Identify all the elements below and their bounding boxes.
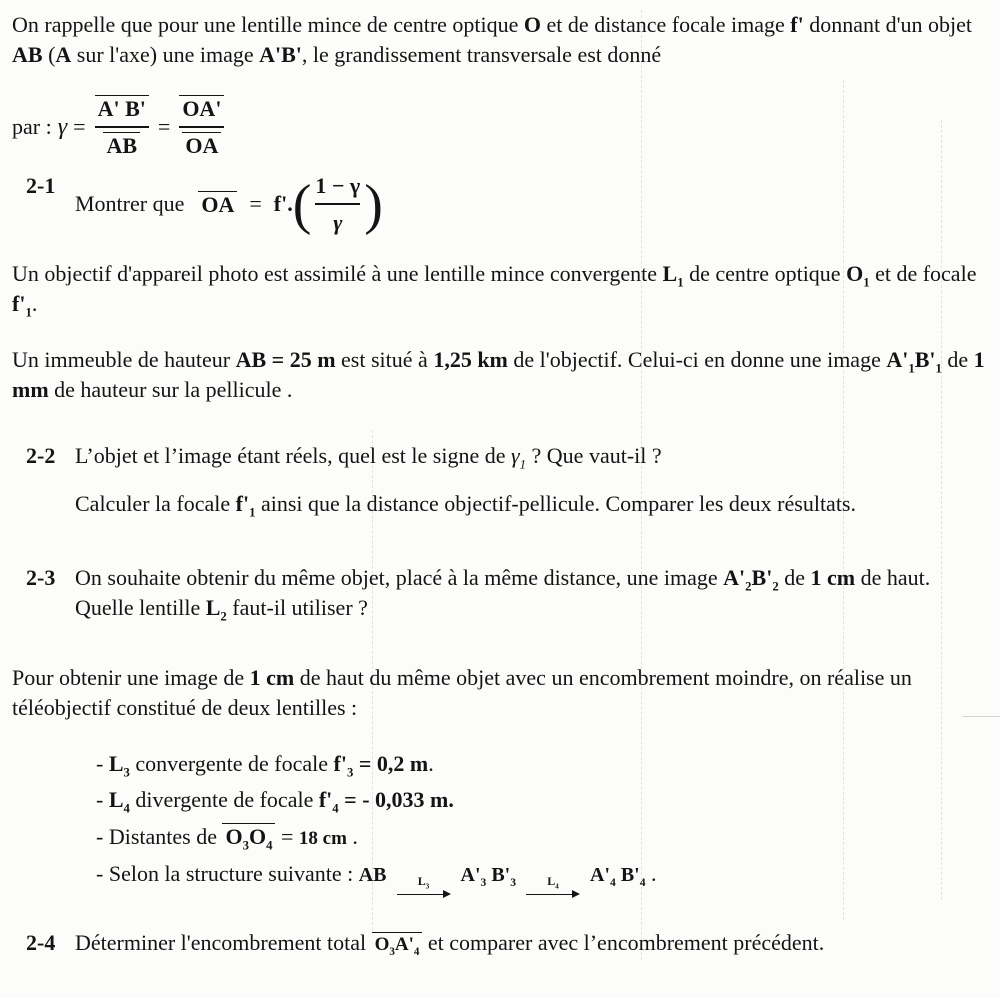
telephoto-paragraph <box>12 663 994 723</box>
value-f4: = - 0,033 m. <box>338 787 454 813</box>
text-run: . <box>31 291 38 317</box>
text-run: de haut. Quelle lentille <box>75 564 931 620</box>
question-2-4 <box>12 928 994 958</box>
text-run: B' <box>751 564 773 590</box>
text-run: A' <box>460 864 481 887</box>
overline-ApBp: A' B' <box>95 95 149 122</box>
text-run: - <box>96 787 109 813</box>
text-run: convergente de focale <box>129 750 334 776</box>
fraction-numerator <box>179 94 224 124</box>
text-run: . <box>346 824 358 850</box>
fraction-numerator <box>95 94 149 124</box>
text-run: faut-il utiliser ? <box>226 594 368 620</box>
overline-OA: OA <box>182 132 221 159</box>
overline-O3A4p <box>372 932 423 959</box>
question-number: 2-1 <box>26 172 56 198</box>
symbol-L2 <box>205 594 227 624</box>
fraction-1-minus-gamma-over-gamma <box>315 171 360 238</box>
text-run: est situé à <box>335 347 434 373</box>
gamma-1-symbol <box>510 443 527 472</box>
symbol-O1 <box>846 261 870 290</box>
list-item-L4 <box>96 785 994 815</box>
fraction-bar <box>315 203 360 205</box>
value-18cm: 18 cm <box>298 828 347 850</box>
symbol-A2pB2p <box>723 564 779 594</box>
text-run: Selon la structure suivante : <box>108 861 359 887</box>
subscript: 4 <box>123 801 130 816</box>
text-run: O <box>225 824 243 850</box>
subscript: 4 <box>266 838 273 853</box>
subscript: 3 <box>123 764 130 779</box>
arrow-label-L3 <box>417 874 430 891</box>
subscript: 1 <box>519 457 527 472</box>
text-run: image <box>827 347 887 373</box>
text-run: On rappelle que pour une lentille mince de centre optique <box>12 12 524 37</box>
text-run: A' <box>886 347 909 373</box>
fraction-distances <box>179 94 224 161</box>
list-item-L3 <box>96 749 994 779</box>
equals-sign: = <box>73 114 86 140</box>
text-run: ? Que vaut-il ? <box>526 443 662 469</box>
value-1mm: 1 mm <box>12 347 985 403</box>
symbol-L4 <box>108 787 130 816</box>
subscript: 2 <box>772 579 779 594</box>
fraction-bar <box>95 126 149 128</box>
question-number: 2-2 <box>26 443 56 469</box>
overline-OA: OA <box>198 191 237 218</box>
text-run: et comparer avec l’encombrement précédent. <box>422 930 825 956</box>
text-run: Un objectif d'appareil photo est assimilé à une lentille mince convergente <box>12 261 663 287</box>
text-run: de l'objectif. Celui-ci en donne une <box>507 347 828 373</box>
fraction-denominator <box>182 131 221 161</box>
text-run: Montrer que <box>75 191 185 217</box>
symbol-f-prime-dot: f'. <box>273 191 293 217</box>
lens-specs-list <box>96 749 994 899</box>
fraction-denominator <box>103 131 140 161</box>
text-run: L’objet et l’image étant réels, quel est le signe de <box>75 443 511 469</box>
value-f3: = 0,2 m <box>353 750 429 776</box>
question-2-2-line-2 <box>75 489 992 519</box>
text-run: - <box>96 861 109 887</box>
scan-artifact <box>843 80 844 920</box>
fraction-image-object <box>95 94 149 161</box>
fraction-denominator: γ <box>333 209 343 235</box>
text-run: L <box>417 874 426 889</box>
list-item-distance <box>96 822 994 852</box>
text-run: de hauteur sur la pellicule . <box>48 377 293 403</box>
text-run: O <box>846 261 864 287</box>
equals-sign: = <box>249 191 262 217</box>
overline-AB: AB <box>103 132 140 159</box>
arrow-shaft <box>397 889 451 898</box>
subscript: 2 <box>220 609 227 624</box>
scan-artifact <box>372 430 373 930</box>
symbol-A1pB1p <box>886 347 942 376</box>
text-run: = <box>275 824 299 850</box>
text-run: f' <box>235 490 250 516</box>
subscript: 3 <box>389 946 395 959</box>
text-run: L <box>205 594 221 620</box>
text-run: . <box>645 861 657 887</box>
symbol-f4-prime <box>318 787 339 816</box>
text-run: L <box>662 261 678 287</box>
symbol-A4pB4p <box>590 864 646 890</box>
question-body <box>75 171 994 238</box>
question-number: 2-3 <box>26 564 56 590</box>
subscript: 1 <box>249 505 256 520</box>
text-run: f' <box>333 750 347 776</box>
value-1-25km: 1,25 km <box>433 347 508 373</box>
arrow-L3-icon <box>397 875 451 898</box>
text-run: ( <box>42 41 56 67</box>
question-body <box>75 928 994 958</box>
symbol-L3 <box>108 750 130 779</box>
subscript: 2 <box>745 579 752 594</box>
text-run: et de distance focale image <box>541 12 791 37</box>
subscript: 1 <box>863 275 870 290</box>
text-run: γ <box>510 443 520 469</box>
scan-artifact <box>941 120 942 900</box>
text-run: divergente de focale <box>129 787 319 813</box>
question-number: 2-4 <box>26 930 56 956</box>
building-paragraph <box>12 345 994 405</box>
subscript: 4 <box>413 946 420 959</box>
question-body <box>75 441 994 519</box>
subscript: 1 <box>677 275 684 290</box>
symbol-ApBp: A'B' <box>259 41 302 67</box>
text-run: de <box>941 347 974 373</box>
text-run: Pour obtenir une image de <box>12 664 250 690</box>
subscript: 3 <box>346 764 354 779</box>
text-run: L <box>547 874 556 889</box>
value-1cm: 1 cm <box>810 564 856 590</box>
equals-sign: = <box>157 114 171 140</box>
text-run: A' <box>394 934 414 956</box>
symbol-f3-prime <box>333 750 354 779</box>
symbol-A3pB3p <box>460 864 517 890</box>
subscript: 3 <box>242 838 249 853</box>
text-run: O <box>374 934 390 956</box>
objective-paragraph <box>12 259 994 319</box>
scan-artifact <box>641 10 642 960</box>
list-item-structure <box>96 859 994 898</box>
text-run: Déterminer l'encombrement total <box>75 930 372 956</box>
text-run: par : <box>12 114 52 140</box>
text-run: L <box>108 750 124 776</box>
subscript: 3 <box>425 882 430 891</box>
left-paren: ( <box>292 173 312 236</box>
text-run: donnant d'un objet <box>803 12 973 37</box>
question-2-2 <box>12 441 994 519</box>
right-paren: ) <box>364 173 383 236</box>
symbol-f1-prime <box>12 291 32 320</box>
text-run: - <box>96 750 109 776</box>
symbol-A: A <box>55 41 72 67</box>
text-run: sur l'axe) une image <box>71 41 260 67</box>
symbol-f-prime: f' <box>790 12 804 37</box>
scan-artifact <box>962 716 1000 717</box>
text-run: ainsi que la distance objectif-pellicule. Comparer les deux résultats. <box>255 490 856 516</box>
overline-O3O4 <box>222 823 275 853</box>
question-2-2-line-1 <box>75 441 992 471</box>
text-run: f' <box>318 787 333 813</box>
arrow-L4-icon <box>526 875 580 898</box>
subscript: 4 <box>639 876 646 890</box>
text-run: B' <box>615 864 640 887</box>
question-2-1 <box>12 171 994 238</box>
text-run: A' <box>723 564 746 590</box>
text-run: et de focale <box>869 261 977 287</box>
text-run: de <box>778 564 811 590</box>
magnification-formula <box>12 94 994 161</box>
overline-OAp: OA' <box>179 95 224 122</box>
text-run: Calculer la focale <box>75 490 236 516</box>
subscript: 1 <box>935 361 942 376</box>
symbol-AB: AB <box>358 864 387 887</box>
symbol-f1-prime <box>235 490 256 520</box>
text-run: On souhaite obtenir du même objet, placé à la même distance, une image <box>75 564 724 590</box>
text-run: . <box>428 750 434 776</box>
text-run: B' <box>914 347 936 373</box>
value-1cm: 1 cm <box>249 664 295 690</box>
fraction-bar <box>179 126 224 128</box>
arrow-shaft <box>526 889 580 898</box>
subscript: 1 <box>908 361 915 376</box>
text-run: Un immeuble de hauteur <box>12 347 236 373</box>
subscript: 4 <box>332 801 339 816</box>
text-run: f' <box>12 291 26 317</box>
text-run: L <box>108 787 124 813</box>
text-run: , le grandissement transversale est donné <box>301 41 662 67</box>
fraction-numerator: 1 − γ <box>315 172 361 198</box>
gamma-symbol: γ <box>57 113 68 140</box>
text-run: Distantes de <box>108 824 223 850</box>
question-body <box>75 563 994 623</box>
subscript: 4 <box>555 882 559 891</box>
subscript: 1 <box>25 305 32 320</box>
text-run: B' <box>486 864 511 887</box>
intro-paragraph <box>12 10 994 70</box>
arrow-label-L4 <box>547 874 559 891</box>
symbol-O: O <box>523 12 542 37</box>
symbol-AB: AB <box>12 41 43 67</box>
subscript: 3 <box>510 876 517 890</box>
text-run: de haut du même objet avec un encombrement moindre, on réalise un téléobjectif constitué de deux lentilles : <box>12 664 912 720</box>
symbol-L1 <box>662 261 684 290</box>
text-run: - <box>96 824 109 850</box>
text-run: O <box>248 824 267 850</box>
text-run: de centre optique <box>683 261 847 287</box>
text-run: A' <box>590 864 611 887</box>
subscript: 4 <box>610 876 616 890</box>
question-2-3 <box>12 563 994 623</box>
value-AB-25m: AB = 25 m <box>235 347 336 373</box>
subscript: 3 <box>480 876 487 890</box>
